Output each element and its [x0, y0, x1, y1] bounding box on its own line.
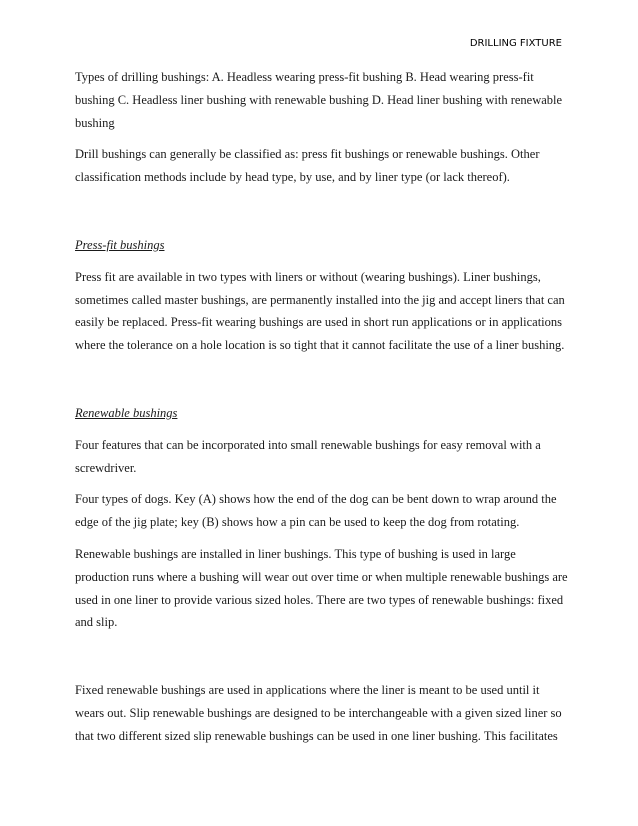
- spacer: [75, 198, 569, 234]
- paragraph-dog-types: Four types of dogs. Key (A) shows how the end of the dog can be bent down to wrap around the edge of the jig plate; key (B) shows how a pin can be used to keep the dog from rotating.: [75, 492, 557, 530]
- paragraph-press-fit: Press fit are available in two types with liners or without (wearing bushings). Liner bushings, sometimes called master bushings, are permanently installed into the jig and accept liners that can easily be replaced. Press-fit wearing bushings are used in short run applications or in applications where the tolerance on a hole location is so tight that it cannot facilitate the use of a liner bushing.: [75, 269, 565, 353]
- paragraph-renewable-installation: Renewable bushings are installed in liner bushings. This type of bushing is used in large production runs where a bushing will wear out over time or when multiple renewable bushings are used in one liner to provide various sized holes. There are two types of renewable bushings: fixed and slip.: [75, 546, 568, 630]
- paragraph-fixed-slip: Fixed renewable bushings are used in applications where the liner is meant to be used until it wears out. Slip renewable bushings are designed to be interchangeable with a given sized liner so that two different sized slip renewable bushings can be used in one liner bushing. This facilitates: [75, 683, 562, 743]
- paragraph-classification: Drill bushings can generally be classified as: press fit bushings or renewable bushings. Other classification methods include by head type, by use, and by liner type (or lack thereof).: [75, 147, 540, 185]
- running-header: DRILLING FIXTURE: [469, 38, 562, 49]
- spacer: [75, 366, 569, 402]
- spacer: [75, 643, 569, 679]
- heading-renewable-bushings: Renewable bushings: [75, 405, 178, 420]
- document-body: [75, 66, 569, 757]
- heading-press-fit-bushings: Press-fit bushings: [75, 237, 165, 252]
- paragraph-renewable-features: Four features that can be incorporated into small renewable bushings for easy removal with a screwdriver.: [75, 437, 541, 475]
- paragraph-bushing-types: Types of drilling bushings: A. Headless wearing press-fit bushing B. Head wearing press-fit bushing C. Headless liner bushing with renewable bushing D. Head liner bushing with renewable bushing: [75, 70, 563, 130]
